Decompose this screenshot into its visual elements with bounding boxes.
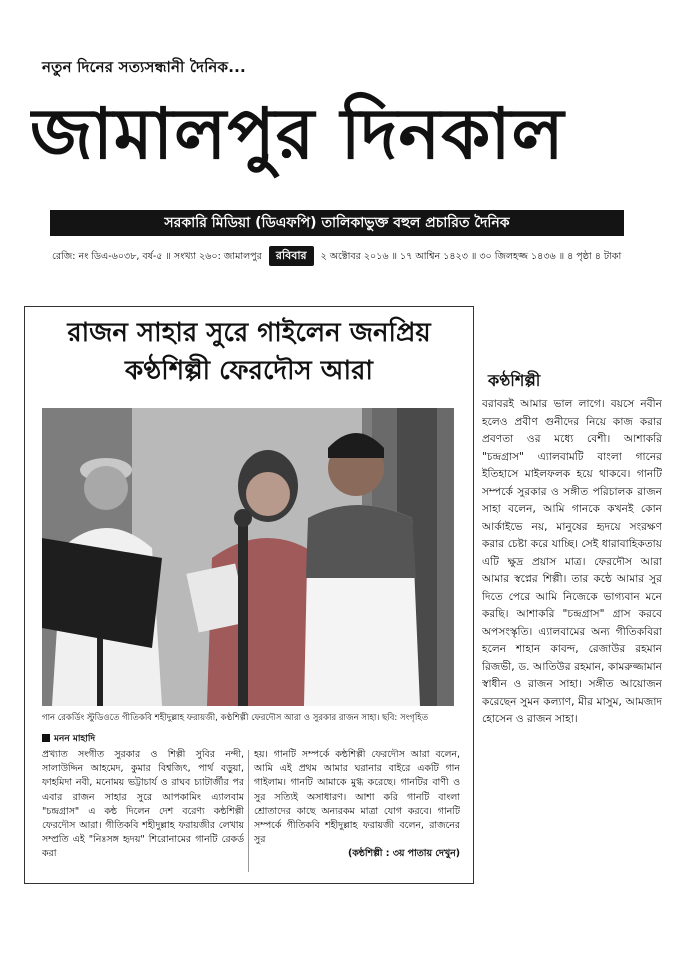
- column-2-text: হয়। গানটি সম্পর্কে কন্ঠশিল্পী ফেরদৌস আরা বলেন, আমি এই প্রথম আমার ঘরানার বাইরে একটি গান গাইলাম। গানটি আমাকে মুগ্ধ করেছে। গানটির বাণী ও সুর সত্যিই অসাধারণ। আশা করি গানটি বাংলা শ্রোতাদের কাছে অন্যরকম মাত্রা যোগ করবে। গানটি সম্পর্কে গীতিকবি শহীদুল্লাহ ফরায়জী বলেন, রাজনের সুর: [254, 749, 460, 846]
- registration-info: রেজি: নং ডিএ-৬০৩৮, বর্ষ-৫ ॥ সংখ্যা ২৬০: জামালপুর: [52, 251, 262, 262]
- sidebar-text: বরাবরই আমার ভাল লাগে। বয়সে নবীন হলেও প্রবীণ গুনীদের নিয়ে কাজ করার প্রবণতা ওর মধ্যে বেশী। আশাকরি "চন্দ্রগ্রাস" এ্যালবামটি বাংলা গানের ইতিহাসে মাইলফলক হয়ে থাকবে। গানটি সম্পর্কে সুরকার ও সঙ্গীত পরিচালক রাজন সাহা বলেন, আমি গানকে কখনই কোন আর্কাইভে নয়, মানুষের হৃদয়ে সংরক্ষণ করার চেষ্টা করে যাচ্ছি। সেই ধারাবাহিকতায় এটি ক্ষুদ্র প্রয়াস মাত্র। ফেরদৌস আরা আমার স্বপ্নের শিল্পী। তার কন্ঠে আমার সুর দিতে পেরে আমি নিজেকে ভাগ্যবান মনে করছি। আশাকরি "চন্দ্রগ্রাস" গ্রাস করবে অপসংস্কৃতি। এ্যালবামের অন্য গীতিকবিরা হলেন শাহান কাবন্দ, রেজাউর রহমান রিজভী, ড. আতিউর রহমান, কামরুজ্জামান স্বাধীন ও রাজন সাহা। সঙ্গীত আয়োজন করেছেন সুমন কল্যাণ, মীর মাসুম, আমজাদ হোসেন ও রাজন সাহা।: [482, 398, 662, 725]
- day-badge: রবিবার: [269, 246, 314, 266]
- article-headline: [32, 314, 466, 390]
- article-column-2: [254, 748, 460, 876]
- headline-line-2: কণ্ঠশিল্পী ফেরদৌস আরা: [125, 356, 373, 386]
- sidebar-heading: কণ্ঠশিল্পী: [488, 371, 541, 390]
- registration-line: [52, 246, 652, 266]
- headline-line-1: রাজন সাহার সুরে গাইলেন জনপ্রিয়: [67, 318, 431, 348]
- photo-caption: গান রেকর্ডিং স্টুডিওতে গীতিকবি শহীদুল্লাহ ফরায়জী, কণ্ঠশিল্পী ফেরদৌস আরা ও সুরকার রাজন সাহা। ছবি: সংগৃহিত: [42, 713, 429, 723]
- newspaper-name: জামালপুর দিনকাল: [30, 93, 565, 175]
- column-divider: [248, 750, 249, 872]
- article-photo: [42, 408, 454, 706]
- article-column-1: প্রখ্যাত সংগীত সুরকার ও শিল্পী সুবির নন্দী, সালাউদ্দিন আহমেদ, কুমার বিশ্বজিৎ, পার্থ বড়ুয়া, ফাহমিদা নবী, মনোময় ভট্টাচার্য ও রাঘব চ্যাটার্জীর পর এবার রাজন সাহার সুরে আপকামিং এ্যালবাম "চন্দ্রগ্রাস" এ কন্ঠ দিলেন দেশ বরেণ্য কন্ঠশিল্পী ফেরদৌস আরা। গীতিকবি শহীদুল্লাহ ফরায়জীর লেখায় সম্প্রতি এই "নিঃসঙ্গ হৃদয়" শিরোনামের গানটি রেকর্ড করা: [42, 749, 244, 860]
- masthead-tagline: নতুন দিনের সত্যসন্ধানী দৈনিক...: [42, 58, 246, 76]
- masthead-subtitle: সরকারি মিডিয়া (ডিএফপি) তালিকাভুক্ত বহুল প্রচারিত দৈনিক: [50, 210, 624, 236]
- article-byline: মনন মাহাদি: [42, 732, 95, 746]
- studio-photo-illustration: [42, 408, 454, 706]
- date-price-info: ২ অক্টোবর ২০১৬ ॥ ১৭ আশ্বিন ১৪২৩ ॥ ৩০ জিলহজ্জ ১৪৩৬ ॥ ৪ পৃষ্ঠা ৪ টাকা: [320, 251, 622, 262]
- continued-notice: (কন্ঠশিল্পী : ৩য় পাতায় দেখুন): [347, 848, 460, 860]
